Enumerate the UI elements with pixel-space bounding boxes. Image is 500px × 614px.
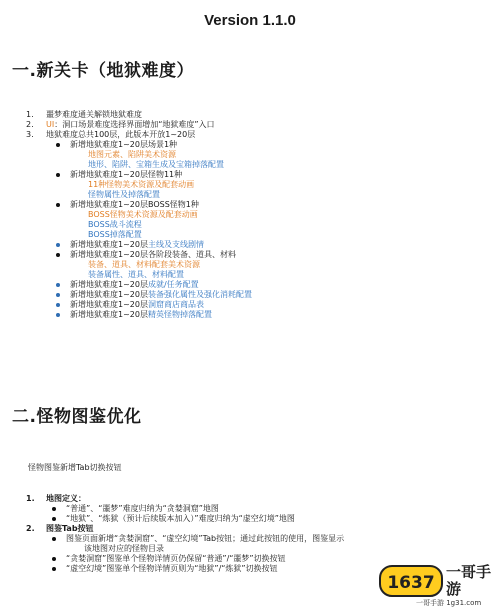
bullet-item: 新增地狱难度1~20层成就/任务配置 [52,280,252,290]
bullet-item: “普通”、“噩梦”难度归纳为“贪婪洞窟”地图 [48,504,344,514]
bullet-item: “贪婪洞窟”图鉴单个怪物详情页仍保留“普通”/“噩梦”切换按钮 [48,554,344,564]
section-heading-bestiary: 二.怪物图鉴优化 [12,407,142,427]
section-heading-new-stage: 一.新关卡（地狱难度） [12,61,194,81]
document-title: Version 1.1.0 [204,12,296,29]
list-item: 2. 图鉴Tab按钮 图鉴页面新增“贪婪洞窟”、“虚空幻境”Tab按钮；通过此按钮的使用，图鉴显示 该地图对应的怪物目录 “贪婪洞窟”图鉴单个怪物详情页仍保留“普通”/“噩梦”切换按钮 “虚空幻境”图鉴单个怪物详情页则为“地狱”/“炼狱”切换按钮 [26,524,345,573]
watermark-brand: 一哥手游 [446,563,492,598]
bullet-item: 新增地狱难度1~20层各阶段装备、道具、材料 装备、道具、材料配套美术资源 装备属性、道具、材料配置 [52,250,252,280]
watermark-url: 一哥手游 1g31.com [416,599,482,607]
bullet-item: 图鉴页面新增“贪婪洞窟”、“虚空幻境”Tab按钮；通过此按钮的使用，图鉴显示 该地图对应的怪物目录 [48,534,344,554]
bullet-item: 新增地狱难度1~20层装备强化属性及强化消耗配置 [52,290,252,300]
bullet-item: “地狱”、“炼狱（预计后续版本加入）”难度归纳为“虚空幻境”地图 [48,514,344,524]
list-item: 2. UI：洞口场景难度选择界面增加“地狱难度”入口 [26,120,215,129]
site-watermark [376,562,494,610]
bullet-item: 新增地狱难度1~20层精英怪物掉落配置 [52,310,252,320]
bullet-item: 新增地狱难度1~20层洞窟商店商品表 [52,300,252,310]
list-item: 1. 地图定义： “普通”、“噩梦”难度归纳为“贪婪洞窟”地图 “地狱”、“炼狱（预计后续版本加入）”难度归纳为“虚空幻境”地图 [22,494,344,524]
bullet-item: 新增地狱难度1~20层主线及支线剧情 [52,240,252,250]
new-stage-list [22,110,252,320]
list-item: 1. 噩梦难度通关解锁地狱难度 [26,110,142,119]
bullet-item: “虚空幻境”图鉴单个怪物详情页则为“地狱”/“炼狱”切换按钮 [48,564,344,574]
bullet-item: 新增地狱难度1~20层场景1种 地图元素、陷阱美术资源 地形、陷阱、宝箱生成及宝箱掉落配置 [52,140,252,170]
svg-text:1637: 1637 [387,573,435,593]
bestiary-lead-text: 怪物图鉴新增Tab切换按钮 [28,463,122,472]
bestiary-list [22,494,344,574]
bullet-item: 新增地狱难度1~20层怪物11种 11种怪物美术资源及配套动画 怪物属性及掉落配置 [52,170,252,200]
hell-content-bullets [52,140,252,320]
bullet-item: 新增地狱难度1~20层BOSS怪物1种 BOSS怪物美术资源及配套动画 BOSS战斗流程 BOSS掉落配置 [52,200,252,240]
list-item: 3. 地狱难度总共100层，此版本开放1~20层 [26,130,196,139]
